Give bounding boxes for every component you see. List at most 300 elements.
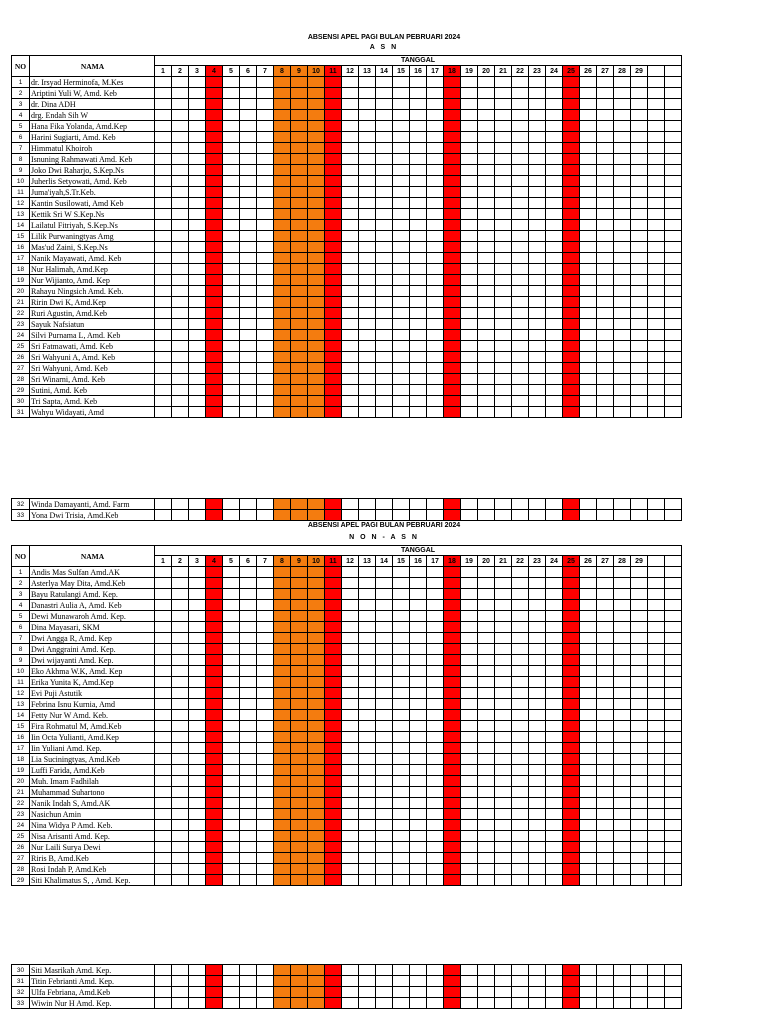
attendance-cell-extra[interactable] <box>648 611 665 622</box>
attendance-cell[interactable] <box>546 666 563 677</box>
attendance-cell[interactable] <box>172 699 189 710</box>
attendance-cell[interactable] <box>206 110 223 121</box>
attendance-cell[interactable] <box>257 787 274 798</box>
attendance-cell[interactable] <box>189 121 206 132</box>
attendance-cell[interactable] <box>512 352 529 363</box>
attendance-cell[interactable] <box>597 622 614 633</box>
attendance-cell[interactable] <box>631 710 648 721</box>
attendance-cell[interactable] <box>444 132 461 143</box>
attendance-cell-extra[interactable] <box>648 264 665 275</box>
attendance-cell[interactable] <box>580 297 597 308</box>
attendance-cell[interactable] <box>359 820 376 831</box>
attendance-cell[interactable] <box>325 820 342 831</box>
attendance-cell[interactable] <box>223 264 240 275</box>
attendance-cell[interactable] <box>614 666 631 677</box>
attendance-cell-extra[interactable] <box>665 820 682 831</box>
attendance-cell[interactable] <box>206 998 223 1009</box>
attendance-cell[interactable] <box>546 688 563 699</box>
attendance-cell[interactable] <box>189 88 206 99</box>
attendance-cell[interactable] <box>580 352 597 363</box>
attendance-cell[interactable] <box>376 198 393 209</box>
attendance-cell[interactable] <box>155 699 172 710</box>
attendance-cell[interactable] <box>359 754 376 765</box>
attendance-cell[interactable] <box>410 352 427 363</box>
attendance-cell[interactable] <box>444 622 461 633</box>
attendance-cell[interactable] <box>546 330 563 341</box>
attendance-cell[interactable] <box>291 875 308 886</box>
attendance-cell[interactable] <box>614 198 631 209</box>
attendance-cell[interactable] <box>342 499 359 510</box>
attendance-cell[interactable] <box>223 787 240 798</box>
attendance-cell[interactable] <box>172 644 189 655</box>
attendance-cell[interactable] <box>529 600 546 611</box>
attendance-cell[interactable] <box>325 600 342 611</box>
attendance-cell[interactable] <box>172 589 189 600</box>
attendance-cell[interactable] <box>410 264 427 275</box>
attendance-cell[interactable] <box>189 154 206 165</box>
attendance-cell[interactable] <box>546 798 563 809</box>
attendance-cell[interactable] <box>206 622 223 633</box>
attendance-cell-extra[interactable] <box>665 165 682 176</box>
attendance-cell[interactable] <box>478 787 495 798</box>
attendance-cell[interactable] <box>580 88 597 99</box>
attendance-cell-extra[interactable] <box>665 809 682 820</box>
attendance-cell[interactable] <box>631 407 648 418</box>
attendance-cell[interactable] <box>478 187 495 198</box>
attendance-cell[interactable] <box>546 765 563 776</box>
attendance-cell[interactable] <box>308 154 325 165</box>
attendance-cell[interactable] <box>155 385 172 396</box>
attendance-cell[interactable] <box>189 600 206 611</box>
attendance-cell[interactable] <box>189 864 206 875</box>
attendance-cell[interactable] <box>342 875 359 886</box>
attendance-cell[interactable] <box>597 209 614 220</box>
attendance-cell[interactable] <box>342 110 359 121</box>
attendance-cell[interactable] <box>274 374 291 385</box>
attendance-cell[interactable] <box>206 510 223 521</box>
attendance-cell[interactable] <box>274 396 291 407</box>
attendance-cell[interactable] <box>512 875 529 886</box>
attendance-cell[interactable] <box>427 776 444 787</box>
attendance-cell[interactable] <box>274 655 291 666</box>
attendance-cell[interactable] <box>512 864 529 875</box>
attendance-cell[interactable] <box>563 198 580 209</box>
attendance-cell[interactable] <box>614 308 631 319</box>
attendance-cell[interactable] <box>291 231 308 242</box>
attendance-cell[interactable] <box>444 253 461 264</box>
attendance-cell[interactable] <box>546 275 563 286</box>
attendance-cell[interactable] <box>223 721 240 732</box>
attendance-cell[interactable] <box>614 655 631 666</box>
attendance-cell[interactable] <box>427 407 444 418</box>
attendance-cell[interactable] <box>512 589 529 600</box>
attendance-cell[interactable] <box>512 677 529 688</box>
attendance-cell[interactable] <box>274 297 291 308</box>
attendance-cell[interactable] <box>376 809 393 820</box>
attendance-cell[interactable] <box>614 976 631 987</box>
attendance-cell[interactable] <box>155 798 172 809</box>
attendance-cell[interactable] <box>478 688 495 699</box>
attendance-cell[interactable] <box>512 831 529 842</box>
attendance-cell[interactable] <box>563 286 580 297</box>
attendance-cell[interactable] <box>495 754 512 765</box>
attendance-cell[interactable] <box>614 187 631 198</box>
attendance-cell[interactable] <box>546 510 563 521</box>
attendance-cell[interactable] <box>427 666 444 677</box>
attendance-cell[interactable] <box>512 976 529 987</box>
attendance-cell[interactable] <box>495 677 512 688</box>
attendance-cell[interactable] <box>597 677 614 688</box>
attendance-cell[interactable] <box>461 600 478 611</box>
attendance-cell[interactable] <box>308 187 325 198</box>
attendance-cell[interactable] <box>376 743 393 754</box>
attendance-cell[interactable] <box>461 88 478 99</box>
attendance-cell[interactable] <box>359 776 376 787</box>
attendance-cell[interactable] <box>240 853 257 864</box>
attendance-cell[interactable] <box>155 965 172 976</box>
attendance-cell-extra[interactable] <box>648 776 665 787</box>
attendance-cell-extra[interactable] <box>665 732 682 743</box>
attendance-cell[interactable] <box>597 297 614 308</box>
attendance-cell[interactable] <box>444 319 461 330</box>
attendance-cell[interactable] <box>342 589 359 600</box>
attendance-cell[interactable] <box>155 666 172 677</box>
attendance-cell[interactable] <box>359 987 376 998</box>
attendance-cell[interactable] <box>308 165 325 176</box>
attendance-cell[interactable] <box>529 264 546 275</box>
attendance-cell[interactable] <box>257 677 274 688</box>
attendance-cell[interactable] <box>240 677 257 688</box>
attendance-cell[interactable] <box>325 688 342 699</box>
attendance-cell[interactable] <box>240 688 257 699</box>
attendance-cell[interactable] <box>478 611 495 622</box>
attendance-cell[interactable] <box>376 176 393 187</box>
attendance-cell[interactable] <box>461 611 478 622</box>
attendance-cell[interactable] <box>478 297 495 308</box>
attendance-cell[interactable] <box>172 965 189 976</box>
attendance-cell[interactable] <box>410 831 427 842</box>
attendance-cell-extra[interactable] <box>665 308 682 319</box>
attendance-cell[interactable] <box>240 242 257 253</box>
attendance-cell[interactable] <box>580 264 597 275</box>
attendance-cell[interactable] <box>359 633 376 644</box>
attendance-cell[interactable] <box>546 110 563 121</box>
attendance-cell[interactable] <box>393 154 410 165</box>
attendance-cell[interactable] <box>257 611 274 622</box>
attendance-cell[interactable] <box>308 198 325 209</box>
attendance-cell[interactable] <box>189 732 206 743</box>
attendance-cell[interactable] <box>427 875 444 886</box>
attendance-cell-extra[interactable] <box>648 297 665 308</box>
attendance-cell[interactable] <box>393 776 410 787</box>
attendance-cell[interactable] <box>308 611 325 622</box>
attendance-cell[interactable] <box>427 99 444 110</box>
attendance-cell[interactable] <box>172 765 189 776</box>
attendance-cell[interactable] <box>580 209 597 220</box>
attendance-cell[interactable] <box>257 798 274 809</box>
attendance-cell[interactable] <box>172 998 189 1009</box>
attendance-cell[interactable] <box>257 987 274 998</box>
attendance-cell[interactable] <box>376 99 393 110</box>
attendance-cell-extra[interactable] <box>665 242 682 253</box>
attendance-cell[interactable] <box>240 99 257 110</box>
attendance-cell[interactable] <box>291 864 308 875</box>
attendance-cell[interactable] <box>172 220 189 231</box>
attendance-cell[interactable] <box>410 787 427 798</box>
attendance-cell[interactable] <box>257 297 274 308</box>
attendance-cell[interactable] <box>580 143 597 154</box>
attendance-cell[interactable] <box>495 363 512 374</box>
attendance-cell[interactable] <box>529 622 546 633</box>
attendance-cell[interactable] <box>512 165 529 176</box>
attendance-cell[interactable] <box>597 231 614 242</box>
attendance-cell[interactable] <box>512 842 529 853</box>
attendance-cell[interactable] <box>359 600 376 611</box>
attendance-cell[interactable] <box>274 275 291 286</box>
attendance-cell[interactable] <box>529 407 546 418</box>
attendance-cell[interactable] <box>257 699 274 710</box>
attendance-cell[interactable] <box>512 776 529 787</box>
attendance-cell[interactable] <box>376 820 393 831</box>
attendance-cell-extra[interactable] <box>665 633 682 644</box>
attendance-cell[interactable] <box>461 633 478 644</box>
attendance-cell[interactable] <box>597 798 614 809</box>
attendance-cell[interactable] <box>274 341 291 352</box>
attendance-cell[interactable] <box>257 187 274 198</box>
attendance-cell-extra[interactable] <box>665 842 682 853</box>
attendance-cell[interactable] <box>172 88 189 99</box>
attendance-cell[interactable] <box>393 242 410 253</box>
attendance-cell[interactable] <box>359 864 376 875</box>
attendance-cell[interactable] <box>376 798 393 809</box>
attendance-cell[interactable] <box>308 699 325 710</box>
attendance-cell[interactable] <box>597 220 614 231</box>
attendance-cell[interactable] <box>546 853 563 864</box>
attendance-cell[interactable] <box>563 666 580 677</box>
attendance-cell[interactable] <box>206 655 223 666</box>
attendance-cell-extra[interactable] <box>665 341 682 352</box>
attendance-cell[interactable] <box>155 187 172 198</box>
attendance-cell[interactable] <box>410 77 427 88</box>
attendance-cell[interactable] <box>410 275 427 286</box>
attendance-cell[interactable] <box>512 809 529 820</box>
attendance-cell[interactable] <box>614 589 631 600</box>
attendance-cell[interactable] <box>444 987 461 998</box>
attendance-cell[interactable] <box>172 121 189 132</box>
attendance-cell[interactable] <box>376 231 393 242</box>
attendance-cell[interactable] <box>495 407 512 418</box>
attendance-cell[interactable] <box>444 743 461 754</box>
attendance-cell[interactable] <box>631 187 648 198</box>
attendance-cell-extra[interactable] <box>648 677 665 688</box>
attendance-cell[interactable] <box>376 655 393 666</box>
attendance-cell[interactable] <box>342 666 359 677</box>
attendance-cell[interactable] <box>529 88 546 99</box>
attendance-cell[interactable] <box>359 721 376 732</box>
attendance-cell[interactable] <box>512 688 529 699</box>
attendance-cell[interactable] <box>580 121 597 132</box>
attendance-cell[interactable] <box>495 987 512 998</box>
attendance-cell[interactable] <box>563 231 580 242</box>
attendance-cell[interactable] <box>631 121 648 132</box>
attendance-cell[interactable] <box>206 578 223 589</box>
attendance-cell[interactable] <box>495 121 512 132</box>
attendance-cell[interactable] <box>563 363 580 374</box>
attendance-cell[interactable] <box>478 875 495 886</box>
attendance-cell[interactable] <box>223 499 240 510</box>
attendance-cell[interactable] <box>325 655 342 666</box>
attendance-cell[interactable] <box>393 176 410 187</box>
attendance-cell[interactable] <box>274 220 291 231</box>
attendance-cell[interactable] <box>597 732 614 743</box>
attendance-cell[interactable] <box>359 220 376 231</box>
attendance-cell[interactable] <box>546 644 563 655</box>
attendance-cell[interactable] <box>478 677 495 688</box>
attendance-cell[interactable] <box>512 143 529 154</box>
attendance-cell[interactable] <box>529 99 546 110</box>
attendance-cell[interactable] <box>325 864 342 875</box>
attendance-cell[interactable] <box>393 732 410 743</box>
attendance-cell[interactable] <box>597 264 614 275</box>
attendance-cell[interactable] <box>563 787 580 798</box>
attendance-cell[interactable] <box>495 589 512 600</box>
attendance-cell[interactable] <box>325 110 342 121</box>
attendance-cell[interactable] <box>172 875 189 886</box>
attendance-cell[interactable] <box>274 743 291 754</box>
attendance-cell-extra[interactable] <box>648 842 665 853</box>
attendance-cell[interactable] <box>240 143 257 154</box>
attendance-cell[interactable] <box>325 787 342 798</box>
attendance-cell[interactable] <box>274 721 291 732</box>
attendance-cell[interactable] <box>461 352 478 363</box>
attendance-cell[interactable] <box>257 688 274 699</box>
attendance-cell[interactable] <box>546 787 563 798</box>
attendance-cell[interactable] <box>223 132 240 143</box>
attendance-cell[interactable] <box>461 242 478 253</box>
attendance-cell[interactable] <box>206 264 223 275</box>
attendance-cell[interactable] <box>631 231 648 242</box>
attendance-cell[interactable] <box>614 864 631 875</box>
attendance-cell-extra[interactable] <box>665 875 682 886</box>
attendance-cell[interactable] <box>461 308 478 319</box>
attendance-cell[interactable] <box>563 732 580 743</box>
attendance-cell[interactable] <box>495 275 512 286</box>
attendance-cell[interactable] <box>155 499 172 510</box>
attendance-cell[interactable] <box>291 352 308 363</box>
attendance-cell[interactable] <box>291 787 308 798</box>
attendance-cell[interactable] <box>257 655 274 666</box>
attendance-cell[interactable] <box>172 842 189 853</box>
attendance-cell[interactable] <box>444 998 461 1009</box>
attendance-cell[interactable] <box>342 677 359 688</box>
attendance-cell[interactable] <box>223 965 240 976</box>
attendance-cell-extra[interactable] <box>648 110 665 121</box>
attendance-cell-extra[interactable] <box>665 589 682 600</box>
attendance-cell[interactable] <box>257 622 274 633</box>
attendance-cell[interactable] <box>631 644 648 655</box>
attendance-cell[interactable] <box>189 655 206 666</box>
attendance-cell[interactable] <box>206 198 223 209</box>
attendance-cell[interactable] <box>512 363 529 374</box>
attendance-cell[interactable] <box>342 264 359 275</box>
attendance-cell[interactable] <box>342 809 359 820</box>
attendance-cell[interactable] <box>359 998 376 1009</box>
attendance-cell[interactable] <box>410 743 427 754</box>
attendance-cell[interactable] <box>512 600 529 611</box>
attendance-cell[interactable] <box>206 677 223 688</box>
attendance-cell[interactable] <box>529 154 546 165</box>
attendance-cell[interactable] <box>444 407 461 418</box>
attendance-cell[interactable] <box>240 875 257 886</box>
attendance-cell[interactable] <box>427 721 444 732</box>
attendance-cell[interactable] <box>240 831 257 842</box>
attendance-cell[interactable] <box>155 688 172 699</box>
attendance-cell[interactable] <box>580 110 597 121</box>
attendance-cell[interactable] <box>359 363 376 374</box>
attendance-cell[interactable] <box>444 600 461 611</box>
attendance-cell[interactable] <box>512 820 529 831</box>
attendance-cell[interactable] <box>172 864 189 875</box>
attendance-cell-extra[interactable] <box>648 655 665 666</box>
attendance-cell[interactable] <box>563 187 580 198</box>
attendance-cell[interactable] <box>495 286 512 297</box>
attendance-cell[interactable] <box>257 154 274 165</box>
attendance-cell[interactable] <box>274 154 291 165</box>
attendance-cell[interactable] <box>393 721 410 732</box>
attendance-cell[interactable] <box>546 231 563 242</box>
attendance-cell[interactable] <box>614 231 631 242</box>
attendance-cell[interactable] <box>291 831 308 842</box>
attendance-cell[interactable] <box>410 754 427 765</box>
attendance-cell[interactable] <box>172 754 189 765</box>
attendance-cell[interactable] <box>478 341 495 352</box>
attendance-cell[interactable] <box>631 743 648 754</box>
attendance-cell[interactable] <box>512 499 529 510</box>
attendance-cell[interactable] <box>189 275 206 286</box>
attendance-cell[interactable] <box>427 363 444 374</box>
attendance-cell[interactable] <box>359 374 376 385</box>
attendance-cell[interactable] <box>172 275 189 286</box>
attendance-cell[interactable] <box>189 330 206 341</box>
attendance-cell[interactable] <box>478 809 495 820</box>
attendance-cell[interactable] <box>546 352 563 363</box>
attendance-cell[interactable] <box>376 721 393 732</box>
attendance-cell[interactable] <box>614 110 631 121</box>
attendance-cell[interactable] <box>189 198 206 209</box>
attendance-cell[interactable] <box>189 787 206 798</box>
attendance-cell[interactable] <box>274 187 291 198</box>
attendance-cell[interactable] <box>359 308 376 319</box>
attendance-cell[interactable] <box>342 374 359 385</box>
attendance-cell[interactable] <box>274 143 291 154</box>
attendance-cell[interactable] <box>291 976 308 987</box>
attendance-cell[interactable] <box>512 88 529 99</box>
attendance-cell[interactable] <box>631 385 648 396</box>
attendance-cell[interactable] <box>172 363 189 374</box>
attendance-cell[interactable] <box>546 842 563 853</box>
attendance-cell[interactable] <box>274 710 291 721</box>
attendance-cell[interactable] <box>206 308 223 319</box>
attendance-cell[interactable] <box>274 578 291 589</box>
attendance-cell[interactable] <box>580 499 597 510</box>
attendance-cell[interactable] <box>206 99 223 110</box>
attendance-cell[interactable] <box>155 209 172 220</box>
attendance-cell[interactable] <box>189 297 206 308</box>
attendance-cell[interactable] <box>614 99 631 110</box>
attendance-cell[interactable] <box>359 644 376 655</box>
attendance-cell-extra[interactable] <box>665 209 682 220</box>
attendance-cell[interactable] <box>308 655 325 666</box>
